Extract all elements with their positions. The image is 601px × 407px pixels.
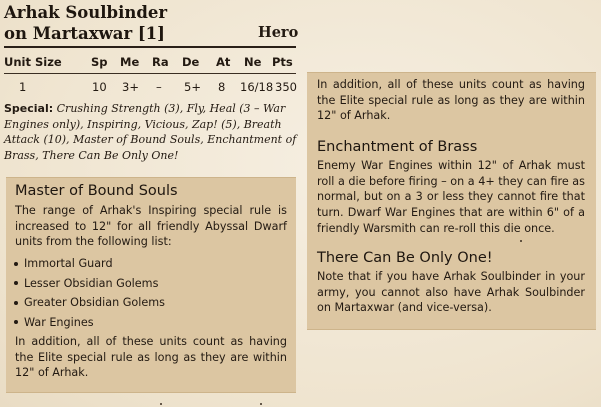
master-of-bound-souls-box xyxy=(6,177,296,393)
unit-role: Hero xyxy=(258,24,299,41)
special-rules xyxy=(4,101,298,163)
stat-ne: 16/18 xyxy=(240,80,274,94)
stat-header-ne: Ne xyxy=(244,55,262,69)
bullet-icon xyxy=(14,262,18,266)
stat-header-unit-size: Unit Size xyxy=(4,55,62,69)
stat-divider xyxy=(4,73,296,74)
list-item: Immortal Guard xyxy=(14,254,165,274)
brass-text: Enemy War Engines within 12" of Arhak must roll a die before firing – on a 4+ they can fire as normal, but on a 3 or less they cannot fire that turn. Dwarf War Engines that are within 6" of a friendly Warsmith can re-roll this die once. xyxy=(317,159,585,235)
stat-value-row xyxy=(4,80,296,96)
bullet-icon xyxy=(14,320,18,324)
right-rules-box xyxy=(307,72,596,330)
speck xyxy=(260,403,262,405)
stat-header-de: De xyxy=(182,55,200,69)
stat-ra: – xyxy=(156,80,162,94)
stat-header-ra: Ra xyxy=(152,55,169,69)
master-title: Master of Bound Souls xyxy=(15,183,178,199)
one-text: Note that if you have Arhak Soulbinder in your army, you cannot also have Arhak Soulbinder on Martaxwar (and vice-versa). xyxy=(317,270,585,315)
bullet-icon xyxy=(14,281,18,285)
continued-text: In addition, all of these units count as having the Elite special rule as long as they are within 12" of Arhak. xyxy=(317,78,585,123)
stat-de: 5+ xyxy=(184,80,201,94)
special-rules-italic: Crushing Strength (3), Fly, Heal (3 – War Engines only), Inspiring, Vicious, Zap! (5), Breath Attack (10), xyxy=(4,102,286,146)
stat-me: 3+ xyxy=(122,80,139,94)
stat-header-row xyxy=(4,55,296,71)
speck xyxy=(160,403,162,405)
special-label: Special: xyxy=(4,102,54,115)
stat-header-sp: Sp xyxy=(91,55,108,69)
speck xyxy=(520,240,522,242)
stat-at: 8 xyxy=(218,80,226,94)
stat-header-at: At xyxy=(216,55,231,69)
brass-title: Enchantment of Brass xyxy=(317,139,478,155)
unit-title-line1: Arhak Soulbinder xyxy=(4,3,168,22)
stat-sp: 10 xyxy=(92,80,107,94)
master-unit-list xyxy=(14,254,165,332)
list-item: Lesser Obsidian Golems xyxy=(14,274,165,294)
stat-unit-size: 1 xyxy=(19,80,27,94)
master-intro: The range of Arhak's Inspiring special rule is increased to 12" for all friendly Abyssal Dwarf units from the following list: xyxy=(15,204,287,249)
stat-pts: 350 xyxy=(275,80,297,94)
stat-header-pts: Pts xyxy=(272,55,293,69)
unit-title xyxy=(4,2,167,44)
stat-header-me: Me xyxy=(120,55,140,69)
list-item: War Engines xyxy=(14,313,165,333)
special-rules-rest: Master of Bound Souls, Enchantment of Brass, There Can Be Only One! xyxy=(4,133,297,162)
stat-table xyxy=(4,55,296,96)
list-item: Greater Obsidian Golems xyxy=(14,293,165,313)
one-title: There Can Be Only One! xyxy=(317,250,493,266)
bullet-icon xyxy=(14,301,18,305)
master-outro: In addition, all of these units count as having the Elite special rule as long as they are within 12" of Arhak. xyxy=(15,335,287,380)
title-divider xyxy=(4,46,296,48)
unit-title-line2: on Martaxwar [1] xyxy=(4,24,165,43)
